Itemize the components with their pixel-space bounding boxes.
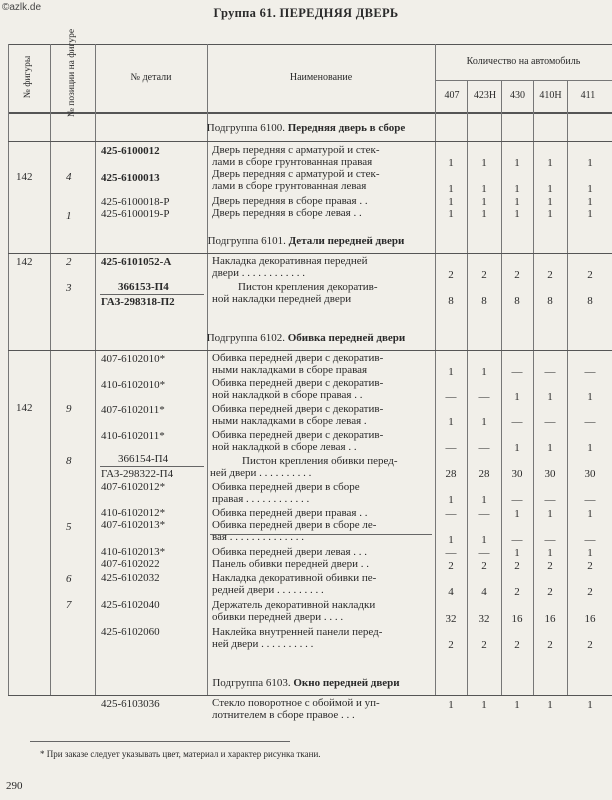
- position-number: 7: [66, 599, 72, 611]
- qty-cell: 2: [448, 560, 454, 572]
- part-number: 410-6102011*: [101, 430, 165, 442]
- qty-cell: 8: [547, 295, 553, 307]
- qty-cell: 1: [448, 196, 454, 208]
- qty-cell: 1: [514, 547, 520, 559]
- part-number: 425-6102032: [101, 572, 160, 584]
- qty-cell: 28: [478, 468, 490, 480]
- qty-cell: —: [511, 366, 523, 378]
- subgroup-heading: [0, 122, 612, 134]
- header-model: 411: [580, 90, 596, 101]
- qty-cell: 1: [448, 699, 454, 711]
- part-name: Обивка передней двери с декоратив- ной накладкой в сборе левая . .: [212, 429, 384, 453]
- subgroup-label: Подгруппа 6103.: [212, 677, 291, 689]
- qty-cell: 2: [514, 560, 520, 572]
- part-name: Обивка передней двери с декоратив- ными накладками в сборе правая: [212, 352, 384, 376]
- part-number: 366153-П4: [118, 281, 169, 293]
- part-number: 425-6100013: [101, 172, 160, 184]
- qty-cell: 1: [448, 534, 454, 546]
- qty-cell: 1: [514, 208, 520, 220]
- qty-cell: 1: [514, 508, 520, 520]
- header-name: Наименование: [289, 72, 353, 83]
- part-name: Дверь передняя с арматурой и стек- лами в сборе грунтованная левая: [212, 168, 380, 192]
- subgroup-title: Детали передней двери: [288, 235, 405, 247]
- qty-cell: 8: [587, 295, 593, 307]
- qty-cell: 8: [481, 295, 487, 307]
- qty-cell: 1: [587, 508, 593, 520]
- page-number: 290: [6, 780, 23, 792]
- page-title: Группа 61. ПЕРЕДНЯЯ ДВЕРЬ: [213, 6, 399, 20]
- header-model: 430: [510, 90, 525, 101]
- qty-cell: —: [584, 416, 596, 428]
- qty-cell: 30: [511, 468, 523, 480]
- part-number: 407-6102022: [101, 558, 160, 570]
- qty-cell: 2: [448, 269, 454, 281]
- part-number: 425-6103036: [101, 698, 160, 710]
- qty-cell: —: [584, 366, 596, 378]
- part-name: Накладка декоративной обивки пе- редней двери . . . . . . . . .: [212, 572, 377, 596]
- qty-cell: 2: [547, 560, 553, 572]
- qty-cell: 1: [481, 366, 487, 378]
- qty-cell: 1: [514, 183, 520, 195]
- position-number: 5: [66, 521, 72, 533]
- position-number: 6: [66, 573, 72, 585]
- figure-number: 142: [16, 402, 33, 414]
- part-name: Дверь передняя в сборе правая . .: [212, 195, 368, 207]
- part-number: 366154-П4: [118, 453, 169, 465]
- qty-cell: —: [478, 508, 490, 520]
- qty-cell: 2: [587, 560, 593, 572]
- qty-cell: —: [445, 442, 457, 454]
- qty-cell: 1: [514, 157, 520, 169]
- subgroup-title: Обивка передней двери: [287, 332, 406, 344]
- qty-cell: 2: [587, 269, 593, 281]
- figure-number: 142: [16, 171, 33, 183]
- qty-cell: —: [478, 547, 490, 559]
- qty-cell: 1: [587, 391, 593, 403]
- position-number: 1: [66, 210, 72, 222]
- part-number: 410-6102010*: [101, 379, 166, 391]
- part-number: 410-6102012*: [101, 507, 166, 519]
- qty-cell: —: [584, 534, 596, 546]
- qty-cell: 1: [481, 157, 487, 169]
- header-model: 407: [444, 90, 460, 101]
- qty-cell: —: [445, 391, 457, 403]
- qty-cell: 1: [547, 196, 553, 208]
- qty-cell: 1: [547, 547, 553, 559]
- qty-cell: 1: [514, 391, 520, 403]
- part-name: Держатель декоративной накладки обивки передней двери . . . .: [212, 599, 376, 623]
- qty-cell: 1: [448, 494, 454, 506]
- qty-cell: 2: [547, 269, 553, 281]
- qty-cell: 1: [547, 183, 553, 195]
- qty-cell: 1: [448, 366, 454, 378]
- qty-cell: 2: [514, 269, 520, 281]
- subgroup-label: Подгруппа 6100.: [206, 122, 285, 134]
- qty-cell: 2: [448, 639, 454, 651]
- part-name: Стекло поворотное с обоймой и уп- лотнителем в сборе правое . . .: [212, 697, 380, 721]
- qty-cell: 30: [584, 468, 596, 480]
- qty-cell: 2: [481, 269, 487, 281]
- part-name: Обивка передней двери в сборе правая . . . . . . . . . . . .: [212, 481, 360, 505]
- part-name: Панель обивки передней двери . .: [212, 558, 370, 570]
- qty-cell: 1: [481, 196, 487, 208]
- qty-cell: 4: [448, 586, 454, 598]
- qty-cell: 28: [445, 468, 457, 480]
- qty-cell: 2: [587, 586, 593, 598]
- part-number: 425-6100018-Р: [101, 196, 170, 208]
- position-number: 9: [66, 403, 72, 415]
- part-name: Обивка передней двери правая . .: [212, 507, 368, 519]
- part-name: Накладка декоративная передней двери . . . . . . . . . . . .: [212, 255, 368, 279]
- part-name: Наклейка внутренней панели перед- ней двери . . . . . . . . . .: [212, 626, 383, 650]
- part-number: 410-6102013*: [101, 546, 166, 558]
- qty-cell: 1: [547, 208, 553, 220]
- header-pos: № позиции на фигуре: [67, 28, 77, 118]
- qty-cell: —: [478, 391, 490, 403]
- qty-cell: —: [445, 547, 457, 559]
- subgroup-heading: [0, 332, 612, 344]
- part-name: Обивка передней двери в сборе ле- вая . . . . . . . . . . . . . .: [212, 519, 377, 543]
- header-model: 423Н: [473, 90, 497, 101]
- qty-cell: 32: [478, 613, 490, 625]
- qty-cell: —: [584, 494, 596, 506]
- subgroup-heading: [0, 235, 612, 247]
- part-name: Обивка передней двери с декоратив- ными накладками в сборе левая .: [212, 403, 384, 427]
- part-name: Дверь передняя в сборе левая . .: [212, 207, 362, 219]
- subgroup-label: Подгруппа 6102.: [206, 332, 285, 344]
- qty-cell: 2: [587, 639, 593, 651]
- header-part: № детали: [130, 72, 172, 83]
- header-qty: Количество на автомобиль: [466, 56, 581, 67]
- part-number: 425-6100012: [101, 145, 160, 157]
- header-fig: № фигуры: [23, 55, 33, 99]
- part-number: ГАЗ-298322-П4: [101, 468, 174, 480]
- position-number: 4: [66, 171, 72, 183]
- qty-cell: 1: [547, 442, 553, 454]
- part-number: 425-6102060: [101, 626, 160, 638]
- part-number: 425-6102040: [101, 599, 160, 611]
- qty-cell: —: [511, 494, 523, 506]
- subgroup-label: Подгруппа 6101.: [207, 235, 286, 247]
- qty-cell: 2: [547, 586, 553, 598]
- part-name: Пистон крепления обивки перед- ней двери . . . . . . . . . .: [210, 455, 398, 479]
- part-number: 407-6102013*: [101, 519, 166, 531]
- qty-cell: 1: [587, 157, 593, 169]
- qty-cell: —: [511, 534, 523, 546]
- qty-cell: 1: [587, 442, 593, 454]
- subgroup-heading: [0, 677, 612, 689]
- qty-cell: —: [478, 442, 490, 454]
- qty-cell: 1: [514, 442, 520, 454]
- qty-cell: 1: [547, 391, 553, 403]
- qty-cell: 1: [481, 416, 487, 428]
- qty-cell: 4: [481, 586, 487, 598]
- header-model: 410Н: [539, 90, 562, 101]
- qty-cell: 30: [544, 468, 556, 480]
- part-number: 407-6102010*: [101, 353, 166, 365]
- qty-cell: 1: [587, 699, 593, 711]
- qty-cell: 2: [514, 639, 520, 651]
- qty-cell: 1: [547, 508, 553, 520]
- part-number: 407-6102011*: [101, 404, 165, 416]
- qty-cell: 1: [547, 699, 553, 711]
- part-name: Пистон крепления декоратив- ной накладки передней двери: [212, 281, 378, 305]
- watermark: ©azlk.de: [2, 2, 42, 13]
- qty-cell: 8: [448, 295, 454, 307]
- qty-cell: 1: [481, 494, 487, 506]
- qty-cell: 1: [481, 534, 487, 546]
- part-name: Дверь передняя с арматурой и стек- лами в сборе грунтованная правая: [212, 144, 380, 168]
- qty-cell: —: [544, 416, 556, 428]
- qty-cell: 1: [587, 547, 593, 559]
- position-number: 2: [66, 256, 72, 268]
- qty-cell: 16: [511, 613, 523, 625]
- qty-cell: 2: [547, 639, 553, 651]
- qty-cell: 1: [481, 699, 487, 711]
- figure-number: 142: [16, 256, 33, 268]
- qty-cell: 1: [481, 208, 487, 220]
- qty-cell: 1: [448, 208, 454, 220]
- qty-cell: 16: [584, 613, 596, 625]
- qty-cell: 1: [587, 196, 593, 208]
- qty-cell: —: [445, 508, 457, 520]
- qty-cell: 1: [448, 416, 454, 428]
- subgroup-title: Окно передней двери: [293, 677, 400, 689]
- part-name: Обивка передней двери с декоратив- ной накладкой в сборе правая . .: [212, 377, 384, 401]
- part-name: Обивка передней двери левая . . .: [212, 546, 368, 558]
- position-number: 8: [66, 455, 72, 467]
- qty-cell: —: [544, 366, 556, 378]
- part-number: 407-6102012*: [101, 481, 166, 493]
- qty-cell: 1: [587, 183, 593, 195]
- qty-cell: 8: [514, 295, 520, 307]
- part-number: 425-6100019-Р: [101, 208, 170, 220]
- qty-cell: 32: [445, 613, 457, 625]
- position-number: 3: [66, 282, 72, 294]
- part-number: 425-6101052-А: [101, 256, 172, 268]
- qty-cell: 2: [514, 586, 520, 598]
- qty-cell: 1: [587, 208, 593, 220]
- footnote: * При заказе следует указывать цвет, материал и характер рисунка ткани.: [40, 749, 321, 759]
- qty-cell: 1: [448, 183, 454, 195]
- part-number: ГАЗ-298318-П2: [101, 296, 175, 308]
- subgroup-title: Передняя дверь в сборе: [287, 122, 406, 134]
- qty-cell: 2: [481, 560, 487, 572]
- qty-cell: —: [544, 534, 556, 546]
- qty-cell: 1: [514, 196, 520, 208]
- qty-cell: 1: [514, 699, 520, 711]
- qty-cell: —: [511, 416, 523, 428]
- qty-cell: 1: [448, 157, 454, 169]
- qty-cell: 2: [481, 639, 487, 651]
- qty-cell: 1: [481, 183, 487, 195]
- qty-cell: 16: [544, 613, 556, 625]
- qty-cell: 1: [547, 157, 553, 169]
- qty-cell: —: [544, 494, 556, 506]
